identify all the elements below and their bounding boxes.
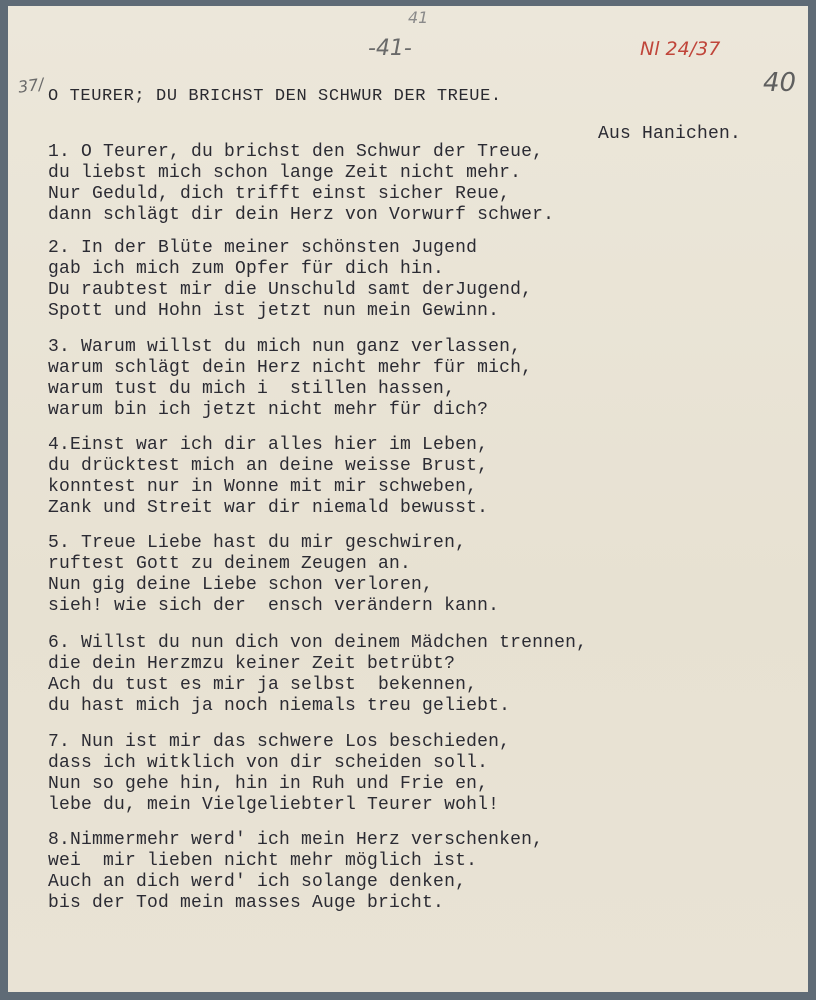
stanza-line: 8.Nimmermehr werd' ich mein Herz verschenken, xyxy=(48,830,544,850)
stanza-line: ruftest Gott zu deinem Zeugen an. xyxy=(48,554,412,574)
stanza-line: Zank und Streit war dir niemald bewusst. xyxy=(48,498,489,518)
stanza-line: du liebst mich schon lange Zeit nicht mehr. xyxy=(48,163,522,183)
stanza-6 xyxy=(48,633,587,717)
page-number-left: 37/ xyxy=(16,74,45,97)
stanza-line: Nur Geduld, dich trifft einst sicher Reue, xyxy=(48,184,511,204)
stanza-line: dann schlägt dir dein Herz von Vorwurf schwer. xyxy=(48,205,555,225)
stanza-line: bis der Tod mein masses Auge bricht. xyxy=(48,893,445,913)
page-number-top: 41 xyxy=(408,8,429,27)
stanza-line: 1. O Teurer, du brichst den Schwur der Treue, xyxy=(48,142,544,162)
stanza-line: lebe du, mein Vielgeliebterl Teurer wohl! xyxy=(48,795,500,815)
stanza-line: konntest nur in Wonne mit mir schweben, xyxy=(48,477,478,497)
stanza-line: 3. Warum willst du mich nun ganz verlassen, xyxy=(48,337,522,357)
stanza-7 xyxy=(48,732,510,816)
stanza-line: 4.Einst war ich dir alles hier im Leben, xyxy=(48,435,489,455)
stanza-line: du drücktest mich an deine weisse Brust, xyxy=(48,456,489,476)
archive-reference: Nl 24/37 xyxy=(640,38,721,60)
stanza-line: 6. Willst du nun dich von deinem Mädchen trennen, xyxy=(48,633,588,653)
stanza-line: Nun so gehe hin, hin in Ruh und Frie en, xyxy=(48,774,489,794)
stanza-line: dass ich witklich von dir scheiden soll. xyxy=(48,753,489,773)
stanza-line: du hast mich ja noch niemals treu geliebt. xyxy=(48,696,511,716)
stanza-line: Du raubtest mir die Unschuld samt derJugend, xyxy=(48,280,533,300)
stanza-line: warum bin ich jetzt nicht mehr für dich? xyxy=(48,400,489,420)
stanza-line: Spott und Hohn ist jetzt nun mein Gewinn. xyxy=(48,301,500,321)
song-source: Aus Hanichen. xyxy=(598,124,742,144)
stanza-line: sieh! wie sich der ensch verändern kann. xyxy=(48,596,500,616)
song-title: O TEURER; DU BRICHST DEN SCHWUR DER TREUE. xyxy=(48,87,502,106)
stanza-4 xyxy=(48,435,488,519)
stanza-8 xyxy=(48,830,543,914)
stanza-line: 5. Treue Liebe hast du mir geschwiren, xyxy=(48,533,467,553)
stanza-line: Auch an dich werd' ich solange denken, xyxy=(48,872,467,892)
stanza-line: Ach du tust es mir ja selbst bekennen, xyxy=(48,675,478,695)
stanza-3 xyxy=(48,337,532,421)
page-number-right: 40 xyxy=(763,68,797,98)
stanza-line: warum schlägt dein Herz nicht mehr für mich, xyxy=(48,358,533,378)
stanza-line: warum tust du mich i stillen hassen, xyxy=(48,379,456,399)
stanza-line: wei mir lieben nicht mehr möglich ist. xyxy=(48,851,478,871)
stanza-2 xyxy=(48,238,532,322)
stanza-1 xyxy=(48,142,554,226)
stanza-line: 7. Nun ist mir das schwere Los beschieden, xyxy=(48,732,511,752)
stanza-line: die dein Herzmzu keiner Zeit betrübt? xyxy=(48,654,456,674)
stanza-line: 2. In der Blüte meiner schönsten Jugend xyxy=(48,238,478,258)
page-number-handwritten: -41- xyxy=(368,36,412,61)
stanza-5 xyxy=(48,533,499,617)
stanza-line: gab ich mich zum Opfer für dich hin. xyxy=(48,259,445,279)
stanza-line: Nun gig deine Liebe schon verloren, xyxy=(48,575,434,595)
document-page xyxy=(8,6,808,992)
